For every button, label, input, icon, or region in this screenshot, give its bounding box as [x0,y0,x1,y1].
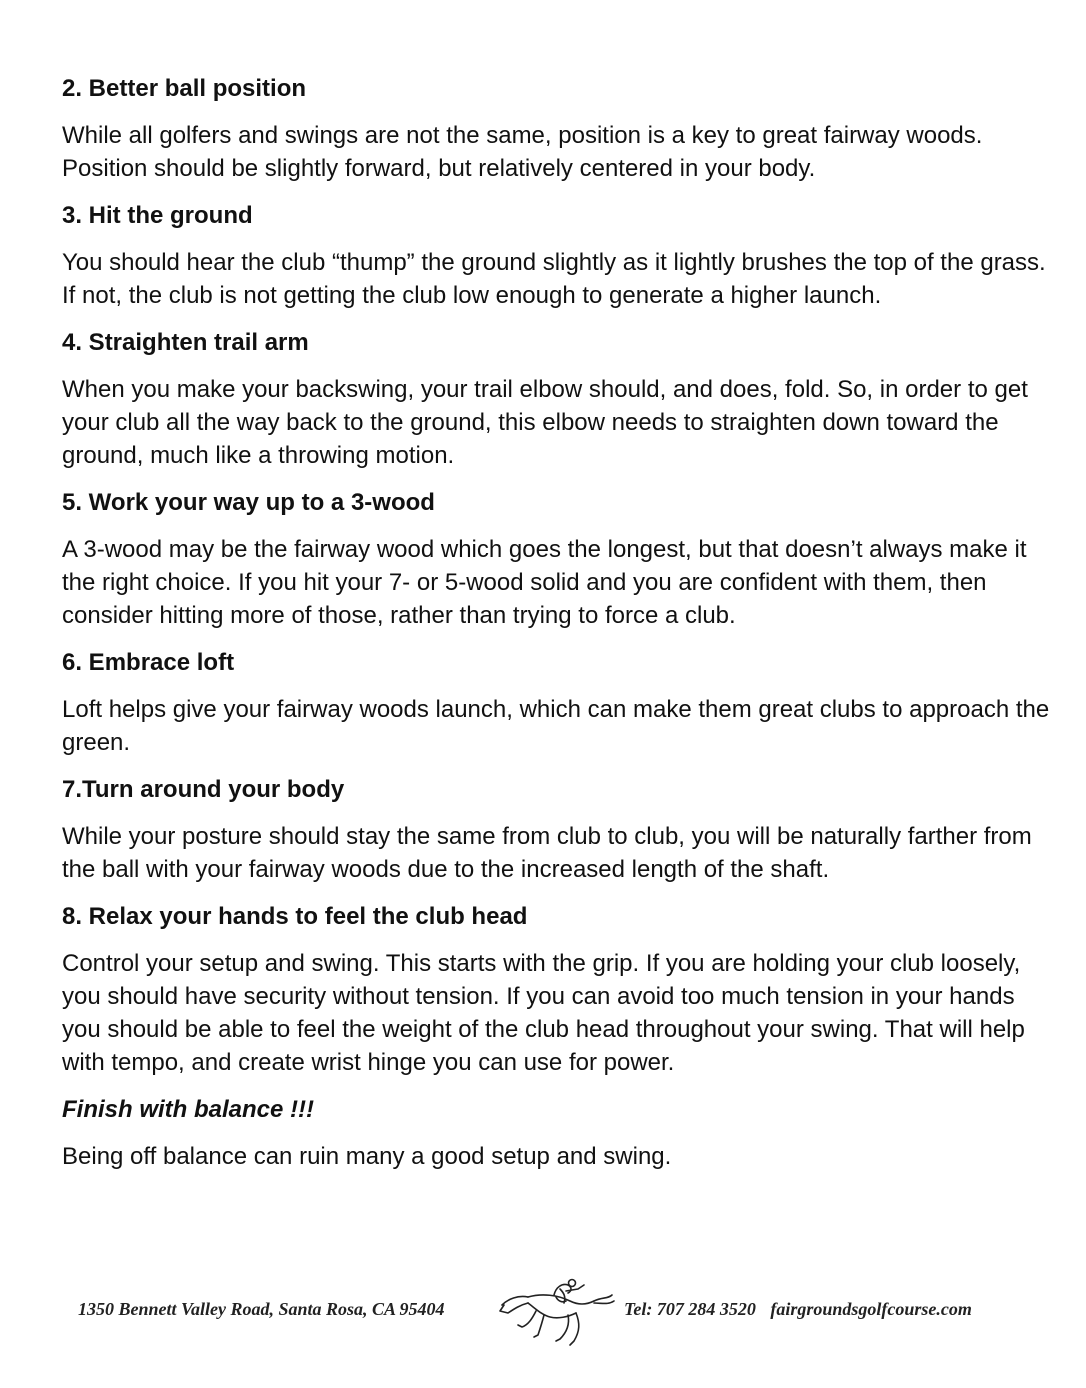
tip-heading: 7.Turn around your body [62,776,345,803]
tip-body: While your posture should stay the same from club to club, you will be naturally farther from the ball with your fairway woods due to the increased length of the shaft. [62,823,1032,883]
page-footer [78,1275,1018,1355]
tip-embrace-loft [62,646,1052,759]
tip-relax-hands [62,900,1052,1079]
tip-hit-the-ground [62,199,1052,312]
footer-phone: Tel: 707 284 3520 [624,1299,756,1319]
tip-body: Control your setup and swing. This starts with the grip. If you are holding your club loosely, you should have security without tension. If you can avoid too much tension in your hands you should be able to feel the weight of the club head throughout your swing. That will help with tempo, and create wrist hinge you can use for power. [62,950,1025,1076]
racehorse-jockey-logo-icon [498,1275,616,1353]
tip-body: You should hear the club “thump” the ground slightly as it lightly brushes the top of the grass. If not, the club is not getting the club low enough to generate a higher launch. [62,249,1046,309]
tip-body: When you make your backswing, your trail elbow should, and does, fold. So, in order to get your club all the way back to the ground, this elbow needs to straighten down toward the ground, much like a throwing motion. [62,376,1028,469]
tip-body: While all golfers and swings are not the same, position is a key to great fairway woods. Position should be slightly forward, but relatively centered in your body. [62,122,983,182]
footer-website[interactable]: fairgroundsgolfcourse.com [770,1299,972,1319]
tip-better-ball-position [62,72,1052,185]
closing-heading: Finish with balance !!! [62,1096,315,1123]
closing-note [62,1093,1052,1173]
tip-body: Loft helps give your fairway woods launch, which can make them great clubs to approach the green. [62,696,1050,756]
tip-heading: 6. Embrace loft [62,649,235,676]
tip-work-up-to-3-wood [62,486,1052,632]
footer-contact [624,1299,972,1320]
footer-address: 1350 Bennett Valley Road, Santa Rosa, CA 95404 [78,1299,445,1319]
document-content [62,72,1052,1187]
tip-heading: 8. Relax your hands to feel the club head [62,903,528,930]
tip-body: A 3-wood may be the fairway wood which goes the longest, but that doesn’t always make it the right choice. If you hit your 7- or 5-wood solid and you are confident with them, then consider hitting more of those, rather than trying to force a club. [62,536,1027,629]
tip-heading: 3. Hit the ground [62,202,253,229]
tip-heading: 5. Work your way up to a 3-wood [62,489,435,516]
tip-turn-around-body [62,773,1052,886]
closing-body: Being off balance can ruin many a good setup and swing. [62,1143,672,1170]
tip-heading: 2. Better ball position [62,75,307,102]
tip-straighten-trail-arm [62,326,1052,472]
tip-heading: 4. Straighten trail arm [62,329,309,356]
